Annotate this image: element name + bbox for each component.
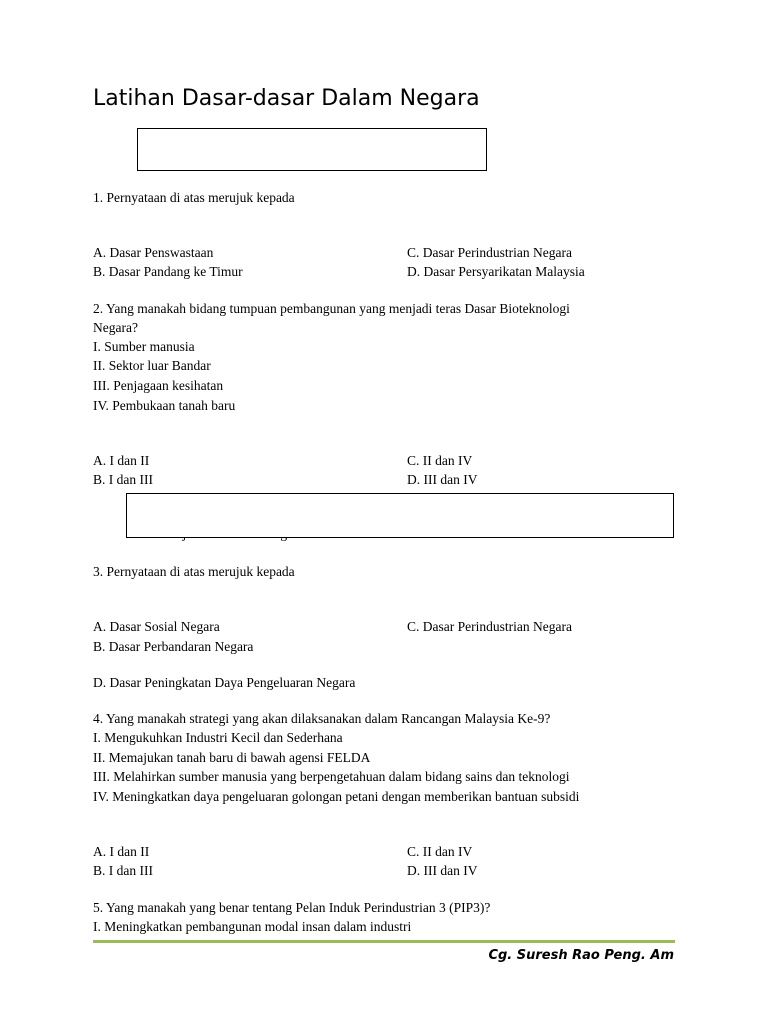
q4-option-a: A. I dan II bbox=[93, 844, 150, 859]
q2-item-3: III. Penjagaan kesihatan bbox=[93, 378, 224, 393]
q5-item-1: I. Meningkatkan pembangunan modal insan dalam industri bbox=[93, 919, 412, 934]
q4-item-2: II. Memajukan tanah baru di bawah agensi FELDA bbox=[93, 750, 371, 765]
q5-stem: 5. Yang manakah yang benar tentang Pelan Induk Perindustrian 3 (PIP3)? bbox=[93, 900, 491, 915]
footer-author: Cg. Suresh Rao Peng. Am bbox=[488, 948, 674, 963]
q4-item-3: III. Melahirkan sumber manusia yang berpengetahuan dalam bidang sains dan teknologi bbox=[93, 769, 570, 784]
q1-option-a: A. Dasar Penswastaan bbox=[93, 245, 214, 260]
q2-item-1: I. Sumber manusia bbox=[93, 339, 195, 354]
footer-rule bbox=[93, 940, 675, 943]
q2-option-c: C. II dan IV bbox=[407, 453, 473, 468]
q2-stem-line-2: Negara? bbox=[93, 320, 138, 335]
q1-option-d: D. Dasar Persyarikatan Malaysia bbox=[407, 264, 585, 279]
q4-option-b: B. I dan III bbox=[93, 863, 153, 878]
q4-option-d: D. III dan IV bbox=[407, 863, 478, 878]
q2-item-2: II. Sektor luar Bandar bbox=[93, 358, 211, 373]
q3-option-a: A. Dasar Sosial Negara bbox=[93, 619, 220, 634]
q2-option-d: D. III dan IV bbox=[407, 472, 478, 487]
q4-item-1: I. Mengukuhkan Industri Kecil dan Sederhana bbox=[93, 730, 343, 745]
q4-option-c: C. II dan IV bbox=[407, 844, 473, 859]
q2-item-4: IV. Pembukaan tanah baru bbox=[93, 398, 236, 413]
q3-option-b: B. Dasar Perbandaran Negara bbox=[93, 639, 254, 654]
page-title: Latihan Dasar-dasar Dalam Negara bbox=[93, 86, 480, 111]
q1-stem: 1. Pernyataan di atas merujuk kepada bbox=[93, 190, 295, 205]
q3-option-c: C. Dasar Perindustrian Negara bbox=[407, 619, 572, 634]
q3-stem: 3. Pernyataan di atas merujuk kepada bbox=[93, 564, 295, 579]
statement-box-2 bbox=[126, 493, 674, 538]
q4-item-4: IV. Meningkatkan daya pengeluaran golongan petani dengan memberikan bantuan subsidi bbox=[93, 789, 580, 804]
q2-option-a: A. I dan II bbox=[93, 453, 150, 468]
statement-box-1 bbox=[137, 128, 487, 171]
q2-stem-line-1: 2. Yang manakah bidang tumpuan pembangunan yang menjadi teras Dasar Bioteknologi bbox=[93, 301, 570, 316]
q3-option-d: D. Dasar Peningkatan Daya Pengeluaran Negara bbox=[93, 675, 356, 690]
q1-option-b: B. Dasar Pandang ke Timur bbox=[93, 264, 243, 279]
q1-option-c: C. Dasar Perindustrian Negara bbox=[407, 245, 572, 260]
q4-stem: 4. Yang manakah strategi yang akan dilaksanakan dalam Rancangan Malaysia Ke-9? bbox=[93, 711, 551, 726]
q2-option-b: B. I dan III bbox=[93, 472, 153, 487]
